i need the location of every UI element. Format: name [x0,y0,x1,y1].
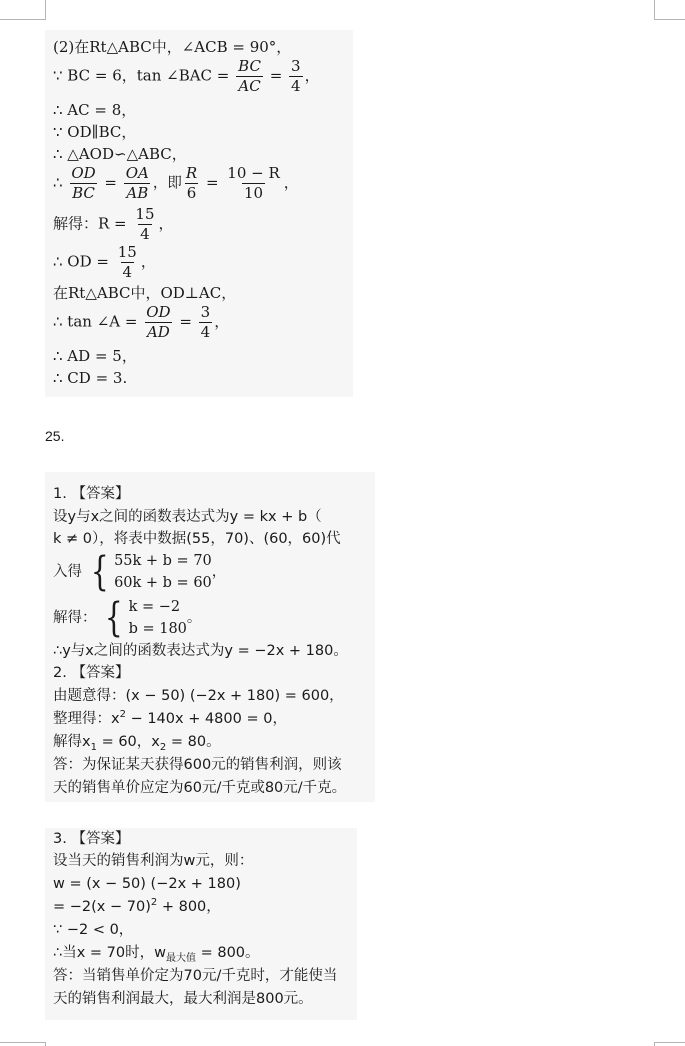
subscript: 2 [159,741,167,753]
equals: = [264,66,288,85]
equals: = [201,173,224,192]
text: = 80。 [166,734,221,750]
numerator: 15 [117,243,137,261]
answer-3-panel [45,828,357,1020]
fraction-bc-over-ac [236,58,263,95]
equation-system-2 [101,596,187,640]
part2-line-4: ∵ OD∥BC， [53,123,137,141]
equation-row: 60k + b = 60 [114,575,212,591]
page-corner-mark-bottom-right [654,1042,685,1046]
numerator: 10 − R [227,164,280,182]
answer-3-line-2: w = (x − 50) (−2x + 180) [53,876,241,892]
numerator: OD [71,164,96,182]
answer-3-line-7: 天的销售利润最大，最大利润是800元。 [53,991,313,1007]
fraction-3-over-4 [289,58,303,95]
part2-solution-panel [45,30,353,397]
part2-line-2 [53,58,320,95]
equation-row: k = −2 [128,599,181,615]
tan-a-pre: ∴ tan ∠A = [53,312,143,331]
equation-system-1 [87,550,212,594]
denominator: 4 [291,77,301,95]
page-corner-mark-bottom-left [0,1042,46,1046]
text: 解得x [53,734,91,750]
text: ∴当x = 70时，w [53,945,166,961]
part2-line-12: ∴ CD = 3. [53,369,128,387]
denominator: 4 [140,225,150,243]
answer-1-line-2: k ≠ 0），将表中数据(55，70)、(60，60)代 [53,531,341,547]
answers-1-2-panel [45,472,375,802]
punct: ， [304,66,320,85]
punct: 。 [186,610,202,626]
denominator: AB [126,184,149,202]
answer-3-line-3 [53,898,221,916]
answer-1-line-4 [53,596,201,640]
subscript: 最大值 [165,952,196,964]
answer-2-line-2 [53,710,287,728]
therefore: ∴ [53,173,68,192]
substitute-label: 入得 [53,564,82,580]
numerator: OA [125,164,149,182]
denominator: 4 [122,263,133,281]
fraction-15-over-4 [133,206,156,243]
od-pre: ∴ OD = [53,252,114,271]
exponent: 2 [119,709,126,721]
answer-3-line-1: 设当天的销售利润为w元，则： [53,853,254,869]
answer-2-line-4: 答：为保证某天获得600元的销售利润，则该 [53,757,342,773]
exponent: 2 [150,897,158,909]
brace: { [104,595,123,641]
text: = 800。 [195,945,260,961]
text: = 60，x [96,734,160,750]
answer-1-line-5: ∴y与x之间的函数表达式为y = −2x + 180。 [53,643,348,659]
part2-line-1: (2)在Rt△ABC中，∠ACB = 90°， [53,38,292,56]
equals: = [99,173,122,192]
answer-1-line-3 [53,550,226,594]
denominator: 4 [200,323,211,341]
part2-line-5: ∴ △AOD∽△ABC， [53,145,187,163]
numerator: OD [146,303,171,321]
answer-2-line-5: 天的销售单价应定为60元/千克或80元/千克。 [53,780,347,796]
fraction-oa-over-ab [124,165,151,202]
denominator: BC [72,184,95,202]
part2-line-7 [53,206,174,243]
numerator: 15 [135,205,155,223]
numerator: 3 [291,57,301,75]
punct: ， [214,312,230,331]
solve-label: 解得： [53,610,97,626]
answer-1-heading: 1. 【答案】 [53,486,130,502]
punct: ， [283,173,299,192]
part2-line-10 [53,304,229,341]
answer-2-heading: 2. 【答案】 [53,665,130,681]
answer-3-line-4: ∵ −2 < 0， [53,922,134,938]
subscript: 1 [90,741,97,753]
fraction-3-over-4 [199,304,213,341]
numerator: 3 [200,303,211,321]
fraction-r-over-6 [184,165,199,202]
problem-number: 25. [45,428,65,444]
answer-2-line-3 [53,733,221,751]
text: + 800， [157,899,221,915]
answer-1-line-1: 设y与x之间的函数表达式为y = kx + b（ [53,509,322,525]
part2-line-6 [53,165,299,202]
denominator: AD [146,323,170,341]
brace: { [90,549,109,595]
denominator: AC [238,77,261,95]
fraction-10-minus-r-over-10 [225,165,282,202]
text: = −2(x − 70) [53,899,151,915]
fraction-od-over-ad [144,304,172,341]
page-corner-mark-top-right [654,0,685,20]
part2-line-9: 在Rt△ABC中，OD⊥AC， [53,284,237,302]
denominator: 10 [244,184,264,202]
answer-3-line-5 [53,944,260,962]
equals: = [174,312,197,331]
text: 整理得：x [53,711,120,727]
denominator: 6 [186,184,197,202]
equation-row: b = 180 [128,621,187,637]
fraction-od-over-bc [69,165,97,202]
punct: ， [140,252,156,271]
part2-line-3: ∴ AC = 8， [53,101,137,119]
text: − 140x + 4800 = 0， [125,711,287,727]
punct: ， [158,214,174,233]
answer-3-line-6: 答：当销售单价定为70元/千克时，才能使当 [53,968,338,984]
part2-line-11: ∴ AD = 5， [53,347,137,365]
punct: ， [211,564,227,580]
answer-3-heading: 3. 【答案】 [53,831,130,847]
page-corner-mark-top-left [0,0,46,20]
namely: ，即 [152,175,182,192]
numerator: BC [238,57,261,75]
solve-r-pre: 解得：R = [53,214,132,233]
fraction-15-over-4 [116,244,139,281]
equation-row: 55k + b = 70 [114,553,212,569]
numerator: R [185,164,198,182]
answer-2-line-1: 由题意得：(x − 50) (−2x + 180) = 600， [53,688,344,704]
part2-line-2-pre: ∵ BC = 6，tan ∠BAC = [53,66,235,85]
part2-line-8 [53,244,156,281]
